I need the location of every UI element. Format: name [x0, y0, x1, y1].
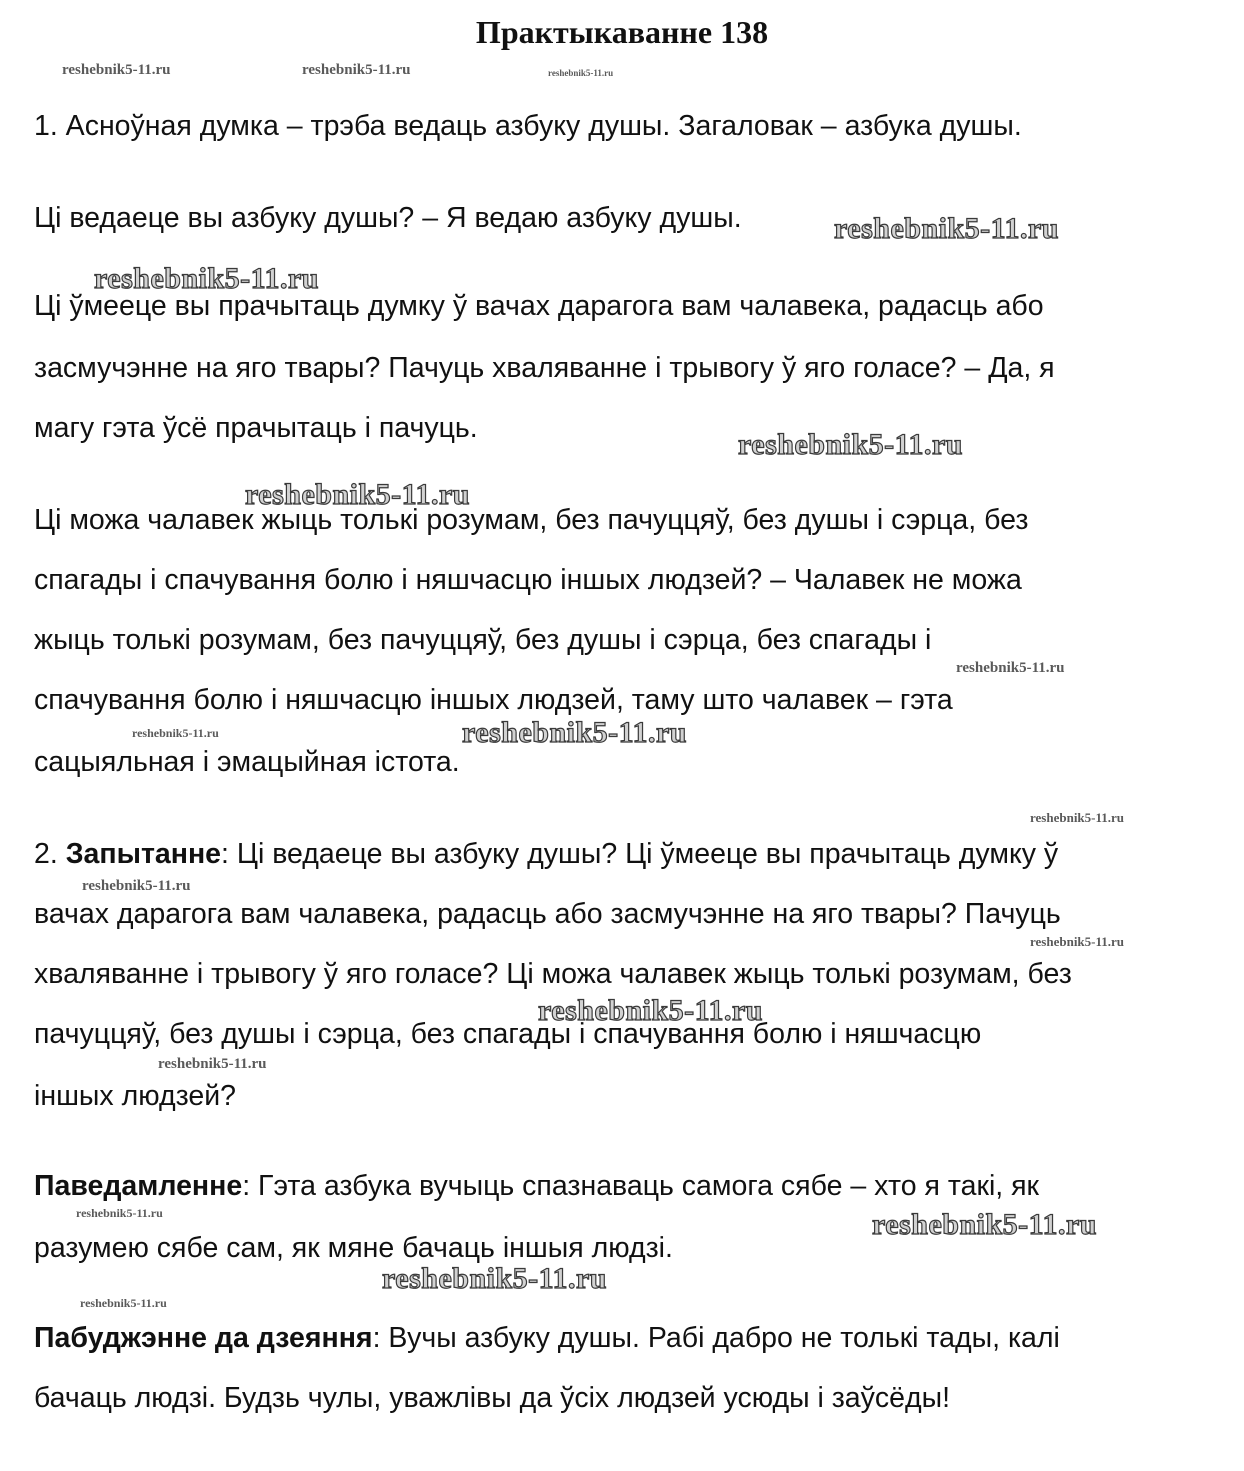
text-line: сацыяльная і эмацыйная істота.: [34, 746, 460, 778]
watermark: reshebnik5-11.ru: [82, 878, 191, 894]
watermark: reshebnik5-11.ru: [76, 1206, 163, 1220]
watermark: reshebnik5-11.ru: [1030, 934, 1125, 949]
watermark: reshebnik5-11.ru: [382, 1262, 607, 1295]
watermark: reshebnik5-11.ru: [80, 1296, 167, 1310]
watermark: reshebnik5-11.ru: [548, 68, 614, 78]
section-number: 2.: [34, 838, 66, 870]
page-title: Практыкаванне 138: [475, 14, 769, 50]
question-text: : Ці ведаеце вы азбуку душы? Ці ўмееце вы прачытаць думку ў: [221, 838, 1059, 870]
text-line: разумею сябе сам, як мяне бачаць іншыя людзі.: [34, 1232, 673, 1264]
text-line: Ці можа чалавек жыць толькі розумам, без пачуццяў, без душы і сэрца, без: [34, 504, 1029, 536]
watermark: reshebnik5-11.ru: [1030, 810, 1125, 825]
question-line: [34, 836, 1058, 872]
watermark: reshebnik5-11.ru: [94, 262, 319, 295]
watermark: reshebnik5-11.ru: [158, 1056, 267, 1072]
text-line: магу гэта ўсё прачытаць і пачуць.: [34, 412, 478, 444]
watermark: reshebnik5-11.ru: [302, 62, 411, 78]
call-label: Пабуджэнне да дзеяння: [34, 1322, 373, 1354]
text-line: вачах дарагога вам чалавека, радасць або засмучэнне на яго твары? Пачуць: [34, 898, 1061, 930]
watermark: reshebnik5-11.ru: [462, 716, 687, 749]
message-label: Паведамленне: [34, 1170, 243, 1202]
watermark: reshebnik5-11.ru: [132, 726, 219, 740]
watermark: reshebnik5-11.ru: [62, 62, 171, 78]
watermark: reshebnik5-11.ru: [956, 660, 1065, 676]
watermark: reshebnik5-11.ru: [872, 1208, 1097, 1241]
text-line: засмучэнне на яго твары? Пачуць хваляванне і трывогу ў яго голасе? – Да, я: [34, 352, 1055, 384]
watermark: reshebnik5-11.ru: [245, 478, 470, 511]
text-line: хваляванне і трывогу ў яго голасе? Ці можа чалавек жыць толькі розумам, без: [34, 958, 1072, 990]
text-line: пачуццяў, без душы і сэрца, без спагады і спачування болю і няшчасцю: [34, 1018, 982, 1050]
message-line: [34, 1168, 1039, 1204]
text-line: жыць толькі розумам, без пачуццяў, без душы і сэрца, без спагады і: [34, 624, 932, 656]
text-line: спачування болю і няшчасцю іншых людзей, таму што чалавек – гэта: [34, 684, 953, 716]
call-text: : Вучы азбуку душы. Рабі дабро не толькі тады, калі: [372, 1322, 1060, 1354]
text-line: 1. Асноўная думка – трэба ведаць азбуку душы. Загаловак – азбука душы.: [34, 110, 1022, 142]
question-label: Запытанне: [65, 838, 222, 870]
call-line: [34, 1320, 1060, 1356]
message-text: : Гэта азбука вучыць спазнаваць самога сябе – хто я такі, як: [242, 1170, 1040, 1202]
text-line: спагады і спачування болю і няшчасцю іншых людзей? – Чалавек не можа: [34, 564, 1022, 596]
watermark: reshebnik5-11.ru: [834, 212, 1059, 245]
text-line: Ці ўмееце вы прачытаць думку ў вачах дарагога вам чалавека, радасць або: [34, 290, 1044, 322]
text-line: іншых людзей?: [34, 1080, 236, 1112]
watermark: reshebnik5-11.ru: [738, 428, 963, 461]
text-line: Ці ведаеце вы азбуку душы? – Я ведаю азбуку душы.: [34, 202, 742, 234]
watermark: reshebnik5-11.ru: [538, 994, 763, 1027]
text-line: бачаць людзі. Будзь чулы, уважлівы да ўсіх людзей усюды і заўсёды!: [34, 1382, 951, 1414]
